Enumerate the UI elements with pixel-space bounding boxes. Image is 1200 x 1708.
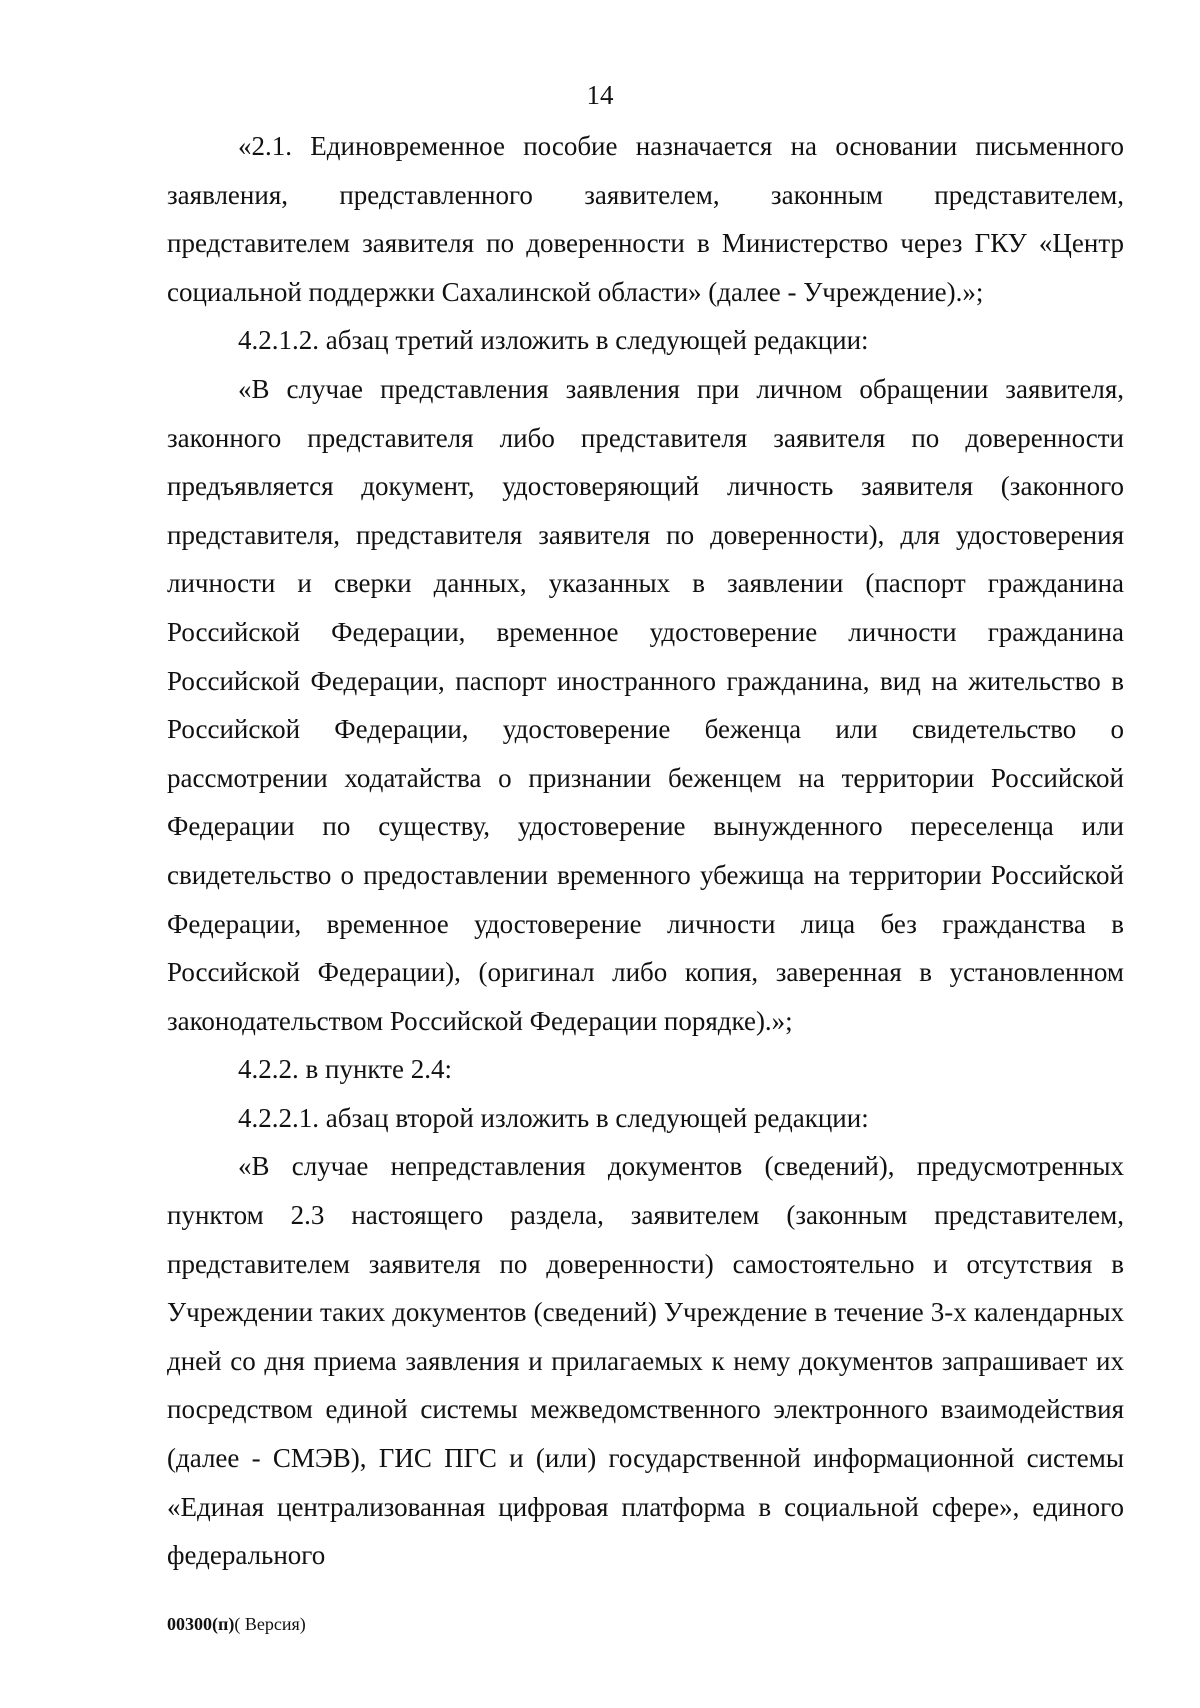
document-body [167,122,1124,1580]
paragraph-non-submission: «В случае непредставления документов (сведений), предусмотренных пунктом 2.3 настоящего раздела, заявителем (законным представителем, представителем заявителя по доверенности) самостоятельно и отсутствия в Учреждении таких документов (сведений) Учреждение в течение 3-х календарных дней со дня приема заявления и прилагаемых к нему документов запрашивает их посредством единой системы межведомственного электронного взаимодействия (далее - СМЭВ), ГИС ПГС и (или) государственной информационной системы «Единая централизованная цифровая платформа в социальной сфере», единого федерального [167,1151,1124,1571]
footer-version: ( Версия) [234,1614,306,1634]
paragraph-4-2-2-1: 4.2.2.1. абзац второй изложить в следующей редакции: [238,1102,869,1133]
footer-code: 00300(п) [167,1614,235,1634]
paragraph-identity-document: «В случае представления заявления при личном обращении заявителя, законного представителя либо представителя заявителя по доверенности предъявляется документ, удостоверяющий личность заявителя (законного представителя, представителя заявителя по доверенности), для удостоверения личности и сверки данных, указанных в заявлении (паспорт гражданина Российской Федерации, временное удостоверение личности гражданина Российской Федерации, паспорт иностранного гражданина, вид на жительство в Российской Федерации, удостоверение беженца или свидетельство о рассмотрении ходатайства о признании беженцем на территории Российской Федерации по существу, удостоверение вынужденного переселенца или свидетельство о предоставлении временного убежища на территории Российской Федерации, временное удостоверение личности лица без гражданства в Российской Федерации), (оригинал либо копия, заверенная в установленном законодательством Российской Федерации порядке).»; [167,373,1124,1036]
paragraph-2-1: «2.1. Единовременное пособие назначается на основании письменного заявления, представленного заявителем, законным представителем, представителем заявителя по доверенности в Министерство через ГКУ «Центр социальной поддержки Сахалинской области» (далее - Учреждение).»; [167,131,1124,307]
paragraph-4-2-2: 4.2.2. в пункте 2.4: [238,1054,452,1085]
paragraph-4-2-1-2: 4.2.1.2. абзац третий изложить в следующей редакции: [238,325,869,356]
page-number: 14 [586,80,614,110]
footer-document-code [167,1612,306,1636]
